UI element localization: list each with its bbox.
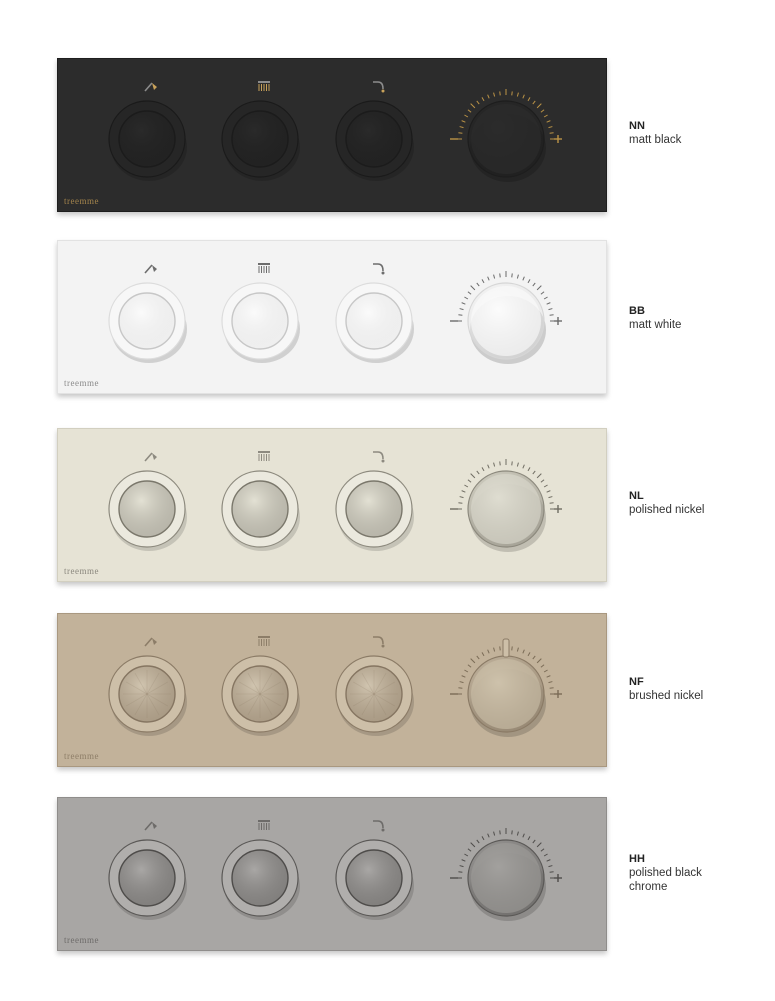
spout-button[interactable]: [336, 471, 414, 551]
spout-button[interactable]: [336, 283, 414, 363]
spout-icon: [373, 82, 385, 93]
hand-shower-icon: [145, 638, 157, 646]
finish-row: [0, 797, 775, 949]
panel-illustration: [58, 429, 606, 581]
hand-shower-icon: [145, 453, 157, 461]
finish-code: NF: [629, 676, 644, 688]
finish-row: [0, 58, 775, 210]
finish-code: NN: [629, 120, 645, 132]
temperature-dial[interactable]: [450, 459, 562, 552]
spout-icon: [373, 452, 385, 463]
finish-name: polished nickel: [629, 504, 705, 516]
finish-label: [629, 305, 681, 332]
overhead-shower-button[interactable]: [222, 471, 300, 551]
temperature-dial[interactable]: [450, 89, 562, 182]
finish-label: [629, 676, 703, 703]
control-panel: [57, 613, 607, 767]
hand-shower-button[interactable]: [109, 656, 187, 736]
hand-shower-button[interactable]: [109, 101, 187, 181]
rain-shower-icon: [258, 263, 270, 273]
finish-row: [0, 613, 775, 765]
panel-illustration: [58, 798, 606, 950]
finish-code: BB: [629, 305, 645, 317]
finish-row: [0, 428, 775, 580]
hand-shower-button[interactable]: [109, 471, 187, 551]
finish-name: matt white: [629, 319, 682, 331]
finish-label: [629, 490, 704, 517]
hand-shower-button[interactable]: [109, 840, 187, 920]
control-panel: [57, 428, 607, 582]
overhead-shower-button[interactable]: [222, 840, 300, 920]
temperature-dial[interactable]: [450, 639, 562, 737]
temperature-dial[interactable]: [450, 271, 562, 364]
finish-name: brushed nickel: [629, 690, 704, 702]
brand-logo-text: treemme: [64, 935, 99, 945]
temperature-dial[interactable]: [450, 828, 562, 921]
hand-shower-icon: [145, 822, 157, 830]
panel-illustration: [58, 241, 606, 393]
brand-logo-text: treemme: [64, 751, 99, 761]
brand-logo-text: treemme: [64, 566, 99, 576]
finish-code: NL: [629, 490, 644, 502]
finish-name: matt black: [629, 134, 682, 146]
control-panel: [57, 58, 607, 212]
spout-icon: [373, 264, 385, 275]
finish-label: [629, 853, 702, 894]
control-panel: [57, 240, 607, 394]
hand-shower-button[interactable]: [109, 283, 187, 363]
hand-shower-icon: [145, 83, 157, 91]
rain-shower-icon: [258, 451, 270, 461]
rain-shower-icon: [258, 81, 270, 91]
hand-shower-icon: [145, 265, 157, 273]
finish-code: HH: [629, 853, 645, 865]
spout-icon: [373, 821, 385, 832]
panel-illustration: [58, 614, 606, 766]
finish-label: [629, 120, 681, 147]
brand-logo-text: treemme: [64, 378, 99, 388]
spout-button[interactable]: [336, 840, 414, 920]
finish-name: polished black chrome: [629, 867, 702, 893]
brand-logo-text: treemme: [64, 196, 99, 206]
control-panel: [57, 797, 607, 951]
overhead-shower-button[interactable]: [222, 656, 300, 736]
spout-button[interactable]: [336, 656, 414, 736]
rain-shower-icon: [258, 636, 270, 646]
overhead-shower-button[interactable]: [222, 101, 300, 181]
spout-icon: [373, 637, 385, 648]
finish-row: [0, 240, 775, 392]
rain-shower-icon: [258, 820, 270, 830]
spout-button[interactable]: [336, 101, 414, 181]
overhead-shower-button[interactable]: [222, 283, 300, 363]
panel-illustration: [58, 59, 606, 211]
